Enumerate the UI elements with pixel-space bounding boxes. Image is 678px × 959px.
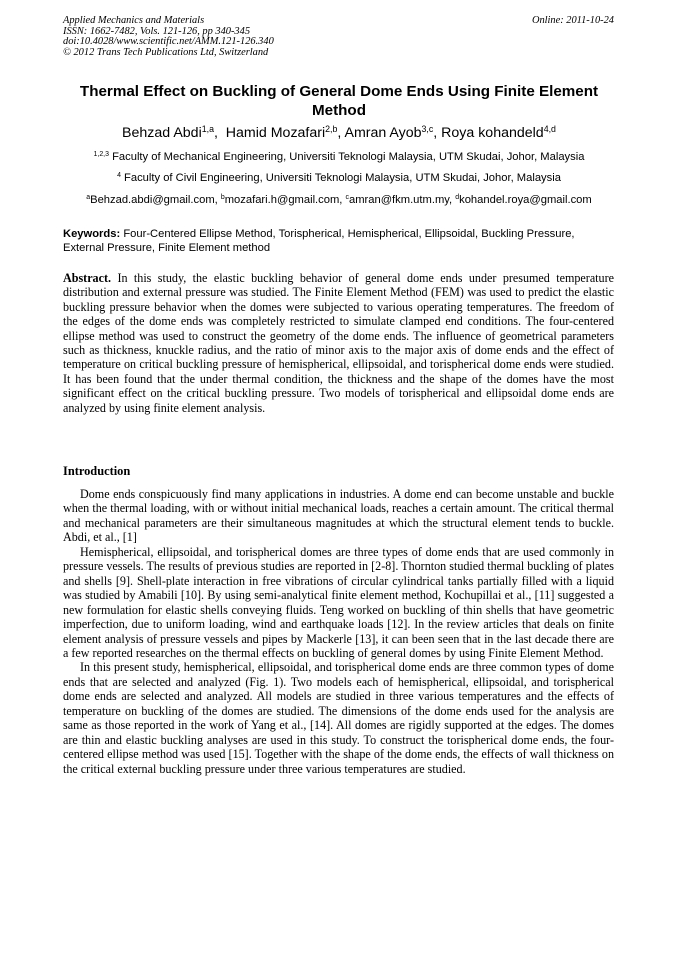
author-sup: 1,a <box>201 124 214 135</box>
author-sup: 3,c <box>421 124 434 135</box>
affiliation-sup: 1,2,3 <box>93 151 109 159</box>
affiliation-text: Faculty of Civil Engineering, Universiti Teknologi Malaysia, UTM Skudai, Johor, Malaysia <box>124 172 561 184</box>
author-name: Behzad Abdi <box>122 125 202 141</box>
email-address: amran@fkm.utm.my, <box>348 194 453 206</box>
author-name: Hamid Mozafari <box>225 125 326 141</box>
journal-header <box>63 16 614 58</box>
paragraph: Dome ends conspicuously find many applications in industries. A dome end can become unstable and buckle when the thermal loading, with or without initial mechanical loads, reaches a certain amount. The critical thermal and mechanical parameters are their simultaneous magnitudes at which the structural element tends to buckle. Abdi, et al., [1] <box>63 487 614 545</box>
email-address: mozafari.h@gmail.com, <box>224 194 343 206</box>
email-address: kohandel.roya@gmail.com <box>459 194 592 206</box>
doi-line: doi:10.4028/www.scientific.net/AMM.121-126.340 <box>63 36 274 48</box>
paragraph: In this present study, hemispherical, ellipsoidal, and torispherical dome ends are three common types of dome ends that are selected and analyzed (Fig. 1). Two models each of hemispherical, ellipsoidal, and torispherical dome ends are selected and analyzed. All models are studied in three various temperatures and the effects of temperature on buckling of the domes are studied. The dimensions of the dome ends used for the analysis are same as those reported in the work of Yang et al., [14]. All domes are rigidly supported at the edges. The domes are thin and elastic buckling analyses are used in this study. To construct the torispherical dome ends, the four-centered ellipse method was used [15]. Together with the shape of the dome ends, the effects of wall thickness on the critical external buckling pressure under three various temperatures are studied. <box>63 660 614 776</box>
abstract-label: Abstract. <box>63 271 112 285</box>
email-sup: c <box>345 194 349 202</box>
email-sup: b <box>220 194 225 202</box>
copyright-line: © 2012 Trans Tech Publications Ltd, Switzerland <box>63 46 269 58</box>
author-name: Roya kohandeld <box>441 125 544 141</box>
author-sup: 2,b <box>325 124 338 135</box>
keywords-block <box>63 227 614 255</box>
affiliation-line <box>40 171 638 185</box>
issn-line: ISSN: 1662-7482, Vols. 121-126, pp 340-345 <box>63 25 251 37</box>
affiliation-text: Faculty of Mechanical Engineering, Universiti Teknologi Malaysia, UTM Skudai, Johor, Malaysia <box>112 151 585 163</box>
affiliation-line <box>40 150 638 164</box>
paper-title: Thermal Effect on Buckling of General Dome Ends Using Finite Element Method <box>79 83 599 119</box>
email-line <box>40 193 638 207</box>
email-address: Behzad.abdi@gmail.com, <box>90 194 218 206</box>
affiliation-sup: 4 <box>117 172 121 180</box>
introduction-heading: Introduction <box>63 464 131 478</box>
author-sup: 4,d <box>543 124 556 135</box>
keywords-label: Keywords: <box>63 228 121 240</box>
email-sup: a <box>86 194 91 202</box>
introduction-body <box>63 487 614 776</box>
keywords-text: Four-Centered Ellipse Method, Torispherical, Hemispherical, Ellipsoidal, Buckling Pressure, External Pressure, Finite Element method <box>63 228 575 254</box>
paragraph: Hemispherical, ellipsoidal, and torispherical domes are three types of dome ends that are used commonly in pressure vessels. The results of previous studies are reported in [2-8]. Thornton studied thermal buckling of plates and shells [9]. Shell-plate interaction in free vibrations of circular cylindrical tanks partially filled with a liquid was studied by Amabili [10]. By using semi-analytical finite element method, Kochupillai et al., [11] suggested a new formulation for elastic shells conveying fluids. Teng worked on buckling of thin shells that have geometric imperfection, due to uniform loading, wind and earthquake loads [12]. In the review articles that deals on finite element analysis of pressure vessels and pipes by Mackerle [13], it can been seen that in the last decade there are a few reported researches on the thermal effects on buckling of general domes by using Finite Element Method. <box>63 544 614 660</box>
abstract-text: In this study, the elastic buckling behavior of general dome ends under presumed temperature distribution and external pressure was studied. The Finite Element Method (FEM) was used to predict the elastic buckling pressure behavior when the domes were subjected to various operating temperatures. The freedom of the edges of the dome ends was completely restricted to simulate clamped end conditions. The four-centered ellipse method was used to construct the geometry of the dome ends. The influence of geometrical parameters such as thickness, knuckle radius, and the ratio of minor axis to the major axis of dome ends and the effect of temperature on critical buckling pressure of hemispherical, ellipsoidal, and torispherical dome ends were studied. It has been found that the under thermal condition, the thickness and the shape of the domes have the most significant effect on the critical buckling pressure. Two models of torispherical and ellipsoidal dome ends are analyzed by using finite element analysis. <box>63 271 614 415</box>
author-list: Behzad Abdi$^{1,a}$, Hamid Mozafari$^{2,b}$, Amran Ayob$^{3,c}$, Roya kohandeld$^{4,d}$ <box>122 124 556 141</box>
email-sup: d <box>455 194 460 202</box>
author-name: Amran Ayob <box>344 125 422 141</box>
abstract-block <box>63 271 614 415</box>
online-date: Online: 2011-10-24 <box>531 15 614 26</box>
journal-name: Applied Mechanics and Materials <box>63 15 205 26</box>
